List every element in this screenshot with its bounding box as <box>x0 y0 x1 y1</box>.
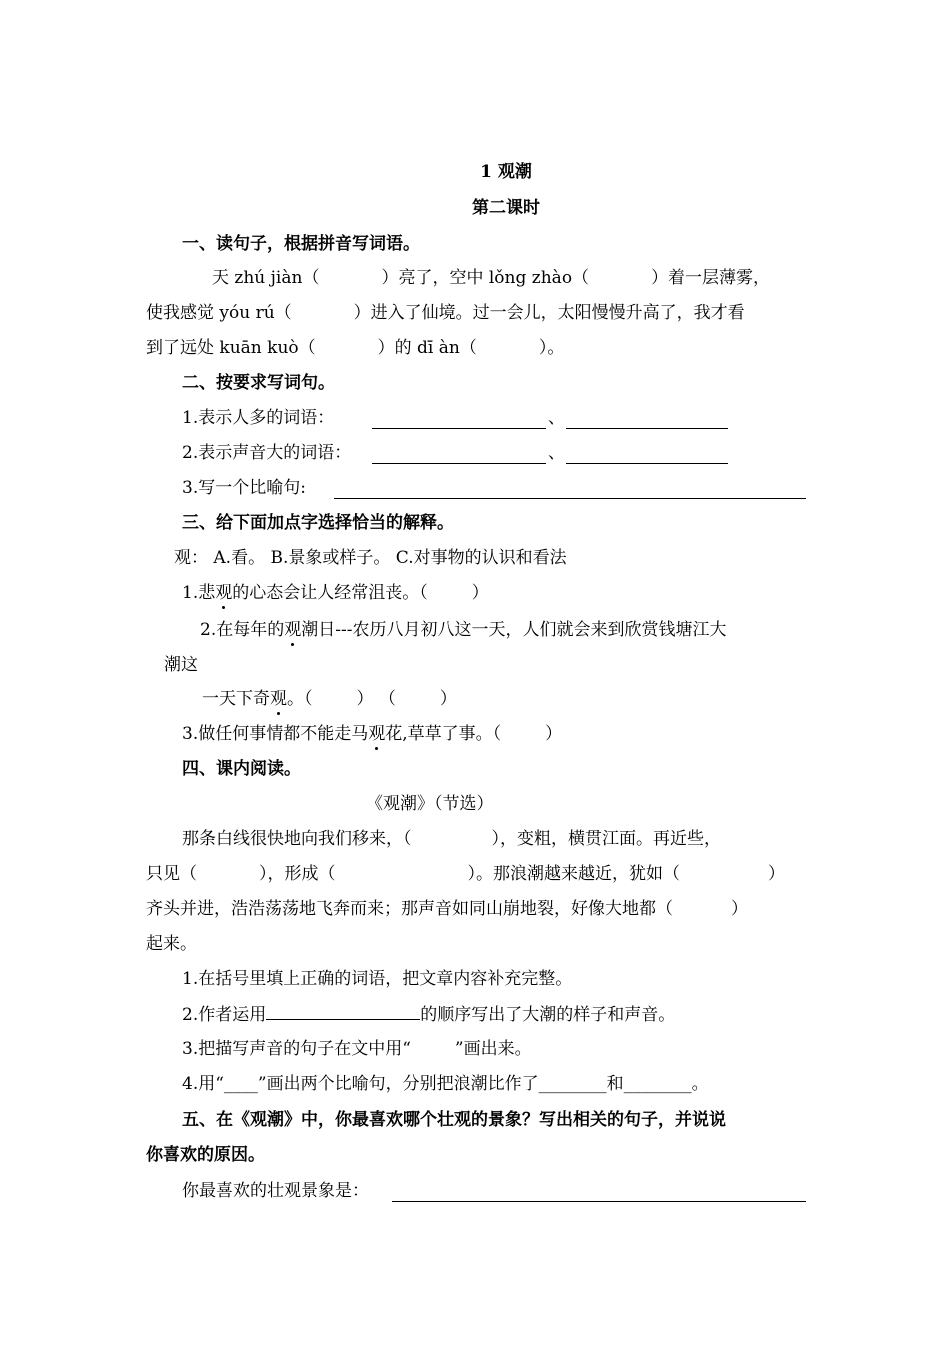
s4-question-1: 1.在括号里填上正确的词语，把文章内容补充完整。 <box>182 969 573 989</box>
page-title: 1 观潮 <box>480 162 532 182</box>
s3-question-2-cont: 潮这 <box>164 655 198 675</box>
section-3-heading: 三、给下面加点字选择恰当的解释。 <box>182 513 454 533</box>
s2-q1-blank-2[interactable] <box>566 412 728 429</box>
s2-q2-blank-2[interactable] <box>566 447 728 464</box>
s2-question-2: 2.表示声音大的词语： <box>182 443 352 463</box>
section-2-heading: 二、按要求写词句。 <box>182 373 335 393</box>
s2-question-1: 1.表示人多的词语： <box>182 408 335 428</box>
s1-line-1: 天 zhú jiàn（ ）亮了，空中 lǒng zhào（ ）着一层薄雾， <box>212 268 771 288</box>
passage-title: 《观潮》（节选） <box>366 794 494 814</box>
s4-question-3: 3.把描写声音的句子在文中用“ ”画出来。 <box>182 1039 532 1059</box>
s5-q1-blank[interactable] <box>392 1185 806 1202</box>
s3-question-2: 2.在每年的观潮日---农历八月初八这一天，人们就会来到欣赏钱塘江大 <box>200 620 727 640</box>
s3-options: 观： A.看。 B.景象或样子。 C.对事物的认识和看法 <box>174 548 567 568</box>
section-1-heading: 一、读句子，根据拼音写词语。 <box>182 234 420 254</box>
page-subtitle: 第二课时 <box>472 198 540 218</box>
s2-q2-blank-1[interactable] <box>372 447 546 464</box>
s2-question-3: 3.写一个比喻句: <box>182 478 306 498</box>
s3-question-2-end: 一天下奇观。（ ） （ ） <box>202 689 457 709</box>
section-4-heading: 四、课内阅读。 <box>182 759 301 779</box>
passage-line-2: 只见（ ），形成（ ）。那浪潮越来越近，犹如（ ） <box>146 864 785 884</box>
s4-question-2: 2.作者运用 的顺序写出了大潮的样子和声音。 <box>182 1005 676 1025</box>
s4-q2-blank[interactable] <box>266 1003 420 1020</box>
s2-q3-blank[interactable] <box>334 482 806 499</box>
passage-line-4: 起来。 <box>146 934 197 954</box>
s4-question-4: 4.用“____”画出两个比喻句，分别把浪潮比作了________和________。 <box>182 1074 709 1094</box>
s1-line-3: 到了远处 kuān kuò（ ）的 dī àn（ ）。 <box>146 338 565 358</box>
passage-line-3: 齐头并进，浩浩荡荡地飞奔而来；那声音如同山崩地裂，好像大地都（ ） <box>146 899 748 919</box>
s1-line-2: 使我感觉 yóu rú（ ）进入了仙境。过一会儿，太阳慢慢升高了，我才看 <box>146 303 745 323</box>
section-5-heading: 五、在《观潮》中，你最喜欢哪个壮观的景象？写出相关的句子，并说说 <box>182 1110 726 1130</box>
s2-q1-blank-1[interactable] <box>372 412 546 429</box>
s3-question-1: 1.悲观的心态会让人经常沮丧。（ ） <box>182 583 489 603</box>
s3-question-3: 3.做任何事情都不能走马观花,草草了事。（ ） <box>182 724 563 744</box>
passage-line-1: 那条白线很快地向我们移来，（ ），变粗，横贯江面。再近些， <box>182 829 721 849</box>
s5-question-1: 你最喜欢的壮观景象是： <box>182 1181 369 1201</box>
s2-q2-separator: 、 <box>548 443 565 463</box>
s2-q1-separator: 、 <box>548 408 565 428</box>
section-5-heading-cont: 你喜欢的原因。 <box>146 1145 265 1165</box>
